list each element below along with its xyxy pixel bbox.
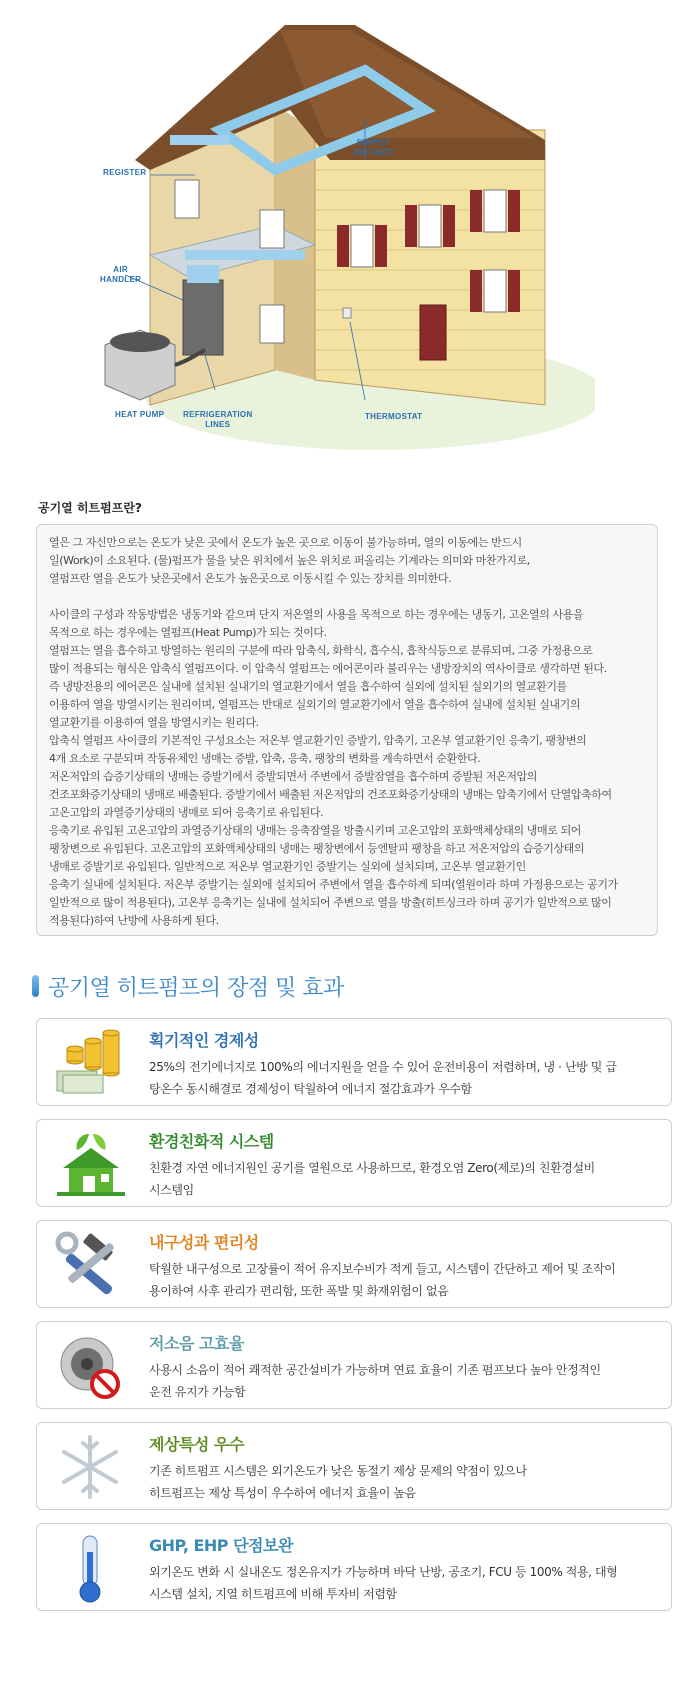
intro-line: 많이 적용되는 형식은 압축식 열펌프이다. 이 압축식 열펌프는 에어콘이라 불리우는 냉방장치의 역사이클로 생각하면 된다.	[49, 662, 607, 675]
intro-line: 압축식 열펌프 사이클의 기본적인 구성요소는 저온부 열교환기인 증발기, 압축기, 고온부 열교환기인 응축기, 팽창변의	[49, 734, 587, 747]
feature-desc-line: 운전 유지가 가능함	[149, 1385, 246, 1399]
intro-line: 팽창변으로 유입된다. 고온고압의 포화액체상태의 냉매는 팽창변에서 등엔탈피 팽창을 하고 저온저압의 습증기상태의	[49, 842, 585, 855]
feature-desc-line: 친환경 자연 에너지원인 공기를 열원으로 사용하므로, 환경오염 Zero(제로)의 친환경설비	[149, 1161, 595, 1175]
feature-card-low-noise	[36, 1321, 672, 1409]
mute-speaker-icon	[53, 1330, 127, 1402]
snowflake-icon	[53, 1431, 127, 1503]
feature-description	[149, 1056, 654, 1100]
intro-line: 일(Work)이 소요된다. (물)펌프가 물을 낮은 위치에서 높은 위치로 퍼올리는 기계라는 의미와 마찬가지로,	[49, 554, 530, 567]
feature-title: 환경친화적 시스템	[149, 1132, 274, 1151]
label-air-handler: AIR HANDLER	[100, 265, 142, 284]
intro-title: 공기열 히트펌프란?	[38, 501, 142, 515]
heading-bar-icon	[32, 975, 39, 997]
coins-icon	[53, 1027, 127, 1099]
intro-line: 열펌프란 열을 온도가 낮은곳에서 온도가 높은곳으로 이동시킬 수 있는 장치를 의미한다.	[49, 572, 452, 585]
label-refrigeration-lines: REFRIGERATION LINES	[183, 410, 253, 429]
feature-desc-line: 외기온도 변화 시 실내온도 정온유지가 가능하며 바닥 난방, 공조기, FCU 등 100% 적용, 대형	[149, 1565, 618, 1579]
feature-title: GHP, EHP 단점보완	[149, 1536, 293, 1555]
intro-description-box	[36, 524, 658, 936]
feature-description	[149, 1157, 654, 1201]
feature-desc-line: 용이하여 사후 관리가 편리함, 또한 폭발 및 화재위험이 없음	[149, 1284, 449, 1298]
intro-line: 저온저압의 습증기상태의 냉매는 증발기에서 증발되면서 주변에서 증발잠열을 흡수하며 증발된 저온저압의	[49, 770, 538, 783]
feature-description	[149, 1561, 654, 1605]
house-illustration	[75, 10, 595, 460]
feature-desc-line: 25%의 전기에너지로 100%의 에너지원을 얻을 수 있어 운전비용이 저렴하며, 냉 · 난방 및 급	[149, 1060, 617, 1074]
feature-card-durability	[36, 1220, 672, 1308]
feature-desc-line: 탁월한 내구성으로 고장률이 적어 유지보수비가 적게 들고, 시스템이 간단하고 제어 및 조작이	[149, 1262, 616, 1276]
intro-line: 응축기 실내에 설치된다. 저온부 증발기는 실외에 설치되어 주변에서 열을 흡수하게 되며(열원이라 하며 가정용으로는 공기가	[49, 878, 618, 891]
thermometer-icon	[53, 1532, 127, 1604]
intro-line: 고온고압의 과열증기상태의 냉매로 되어 응축기로 유입된다.	[49, 806, 324, 819]
intro-line: 목적으로 하는 경우에는 열펌프(Heat Pump)가 되는 것이다.	[49, 626, 327, 639]
feature-title: 제상특성 우수	[149, 1435, 244, 1454]
feature-description	[149, 1359, 654, 1403]
tools-icon	[53, 1229, 127, 1301]
intro-line: 4개 요소로 구분되며 작동유체인 냉매는 증발, 압축, 응축, 팽창의 변화를 계속하면서 순환한다.	[49, 752, 481, 765]
house-cutaway-image	[75, 10, 595, 460]
feature-card-ghp-ehp	[36, 1523, 672, 1611]
label-register: REGISTER	[103, 168, 147, 177]
feature-desc-line: 사용시 소음이 적어 쾌적한 공간설비가 가능하며 연료 효율이 기존 펌프보다 높아 안정적인	[149, 1363, 601, 1377]
feature-description	[149, 1460, 654, 1504]
paragraph-gap	[49, 588, 648, 606]
intro-line: 즉 냉방전용의 에어콘은 실내에 설치된 실내기의 열교환기에서 열을 흡수하여 실외에 설치된 실외기의 열교환기를	[49, 680, 567, 693]
intro-line: 열펌프는 열을 흡수하고 방열하는 원리의 구분에 따라 압축식, 화학식, 흡수식, 흡착식등으로 분류되며, 그중 가정용으로	[49, 644, 593, 657]
feature-desc-line: 시스템임	[149, 1183, 194, 1197]
label-thermostat: THERMOSTAT	[365, 412, 423, 421]
eco-house-icon	[53, 1128, 127, 1200]
advantages-heading	[32, 971, 344, 1001]
feature-card-defrost	[36, 1422, 672, 1510]
feature-desc-line: 히트펌프는 제상 특성이 우수하여 에너지 효율이 높음	[149, 1486, 416, 1500]
feature-desc-line: 기존 히트펌프 시스템은 외기온도가 낮은 동절기 제상 문제의 약점이 있으나	[149, 1464, 527, 1478]
feature-desc-line: 시스템 설치, 지열 히트펌프에 비해 투자비 저렴함	[149, 1587, 397, 1601]
advantages-title: 공기열 히트펌프의 장점 및 효과	[48, 975, 344, 1001]
feature-title: 획기적인 경제성	[149, 1031, 259, 1050]
intro-line: 이용하여 열을 방열시키는 원리이며, 열펌프는 반대로 실외기의 열교환기에서 열을 흡수하여 실내에 설치된 실내기의	[49, 698, 581, 711]
intro-line: 열교환기를 이용하여 열을 방열시키는 원리다.	[49, 716, 259, 729]
intro-line: 응축기로 유입된 고온고압의 과열증기상태의 냉매는 응축잠열을 방출시키며 고온고압의 포화액체상태의 냉매로 되어	[49, 824, 582, 837]
intro-line: 사이클의 구성과 작동방법은 냉동기와 같으며 단지 저온열의 사용을 목적으로 하는 경우에는 냉동기, 고온열의 사용을	[49, 608, 584, 621]
intro-line: 적용된다)하여 난방에 사용하게 된다.	[49, 914, 219, 927]
feature-card-economy	[36, 1018, 672, 1106]
feature-desc-line: 탕온수 동시해결로 경제성이 탁월하여 에너지 절감효과가 우수함	[149, 1082, 472, 1096]
feature-title: 내구성과 편리성	[149, 1233, 259, 1252]
label-heat-pump: HEAT PUMP	[115, 410, 165, 419]
label-supply-air-duct: SUPPLY AIR DUCT	[353, 138, 394, 157]
intro-line: 열은 그 자신만으로는 온도가 낮은 곳에서 온도가 높은 곳으로 이동이 불가능하며, 열의 이동에는 반드시	[49, 536, 522, 549]
intro-line: 냉매로 증발기로 유입된다. 일반적으로 저온부 열교환기인 증발기는 실외에 설치되며, 고온부 열교환기인	[49, 860, 526, 873]
feature-description	[149, 1258, 654, 1302]
intro-line: 건조포화증기상태의 냉매로 배출된다. 증발기에서 배출된 저온저압의 건조포화증기상태의 냉매는 압축기에서 단열압축하여	[49, 788, 612, 801]
feature-title: 저소음 고효율	[149, 1334, 244, 1353]
intro-line: 일반적으로 많이 적용된다), 고온부 응축기는 실내에 설치되어 주변으로 열을 방출(히트싱크라 하며 공기가 일반적으로 많이	[49, 896, 612, 909]
feature-card-eco	[36, 1119, 672, 1207]
